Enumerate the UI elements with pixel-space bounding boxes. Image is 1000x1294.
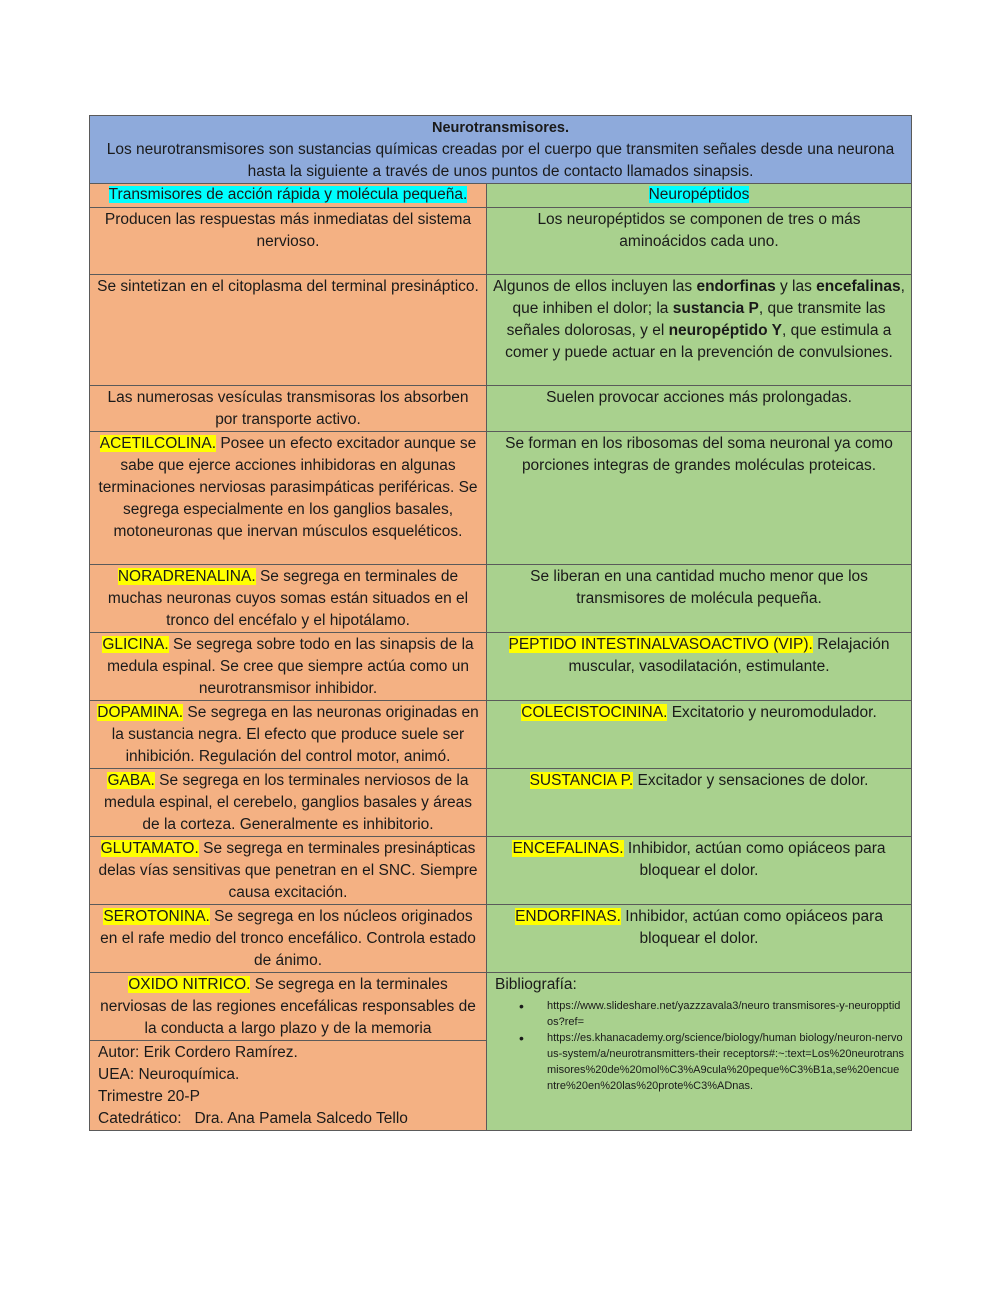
neurotransmitter-name: OXIDO NITRICO. — [128, 976, 251, 993]
author-name: Autor: Erik Cordero Ramírez. — [98, 1044, 298, 1061]
table-row-3-right: Se forman en los ribosomas del soma neuronal ya como porciones integras de grandes moléculas proteicas. — [487, 432, 912, 565]
term-neuropeptido-y: neuropéptido Y — [668, 322, 782, 339]
column-header-right — [487, 184, 912, 208]
table-row-9-left: SEROTONINA. Se segrega en los núcleos originados en el rafe medio del tronco encefálico. Controla estado de ánimo. — [90, 905, 487, 973]
bibliography-item: • https://www.slideshare.net/yazzzavala3/neuro transmisores-y-neuropptidos?ref= — [547, 998, 905, 1030]
neurotransmitter-name: SEROTONINA. — [103, 908, 210, 925]
term-encefalinas: encefalinas — [816, 278, 901, 295]
neurotransmitters-table — [89, 115, 912, 1131]
table-row-1-left: Se sintetizan en el citoplasma del terminal presináptico. — [90, 275, 487, 386]
column-header-left — [90, 184, 487, 208]
table-row-4-right: Se liberan en una cantidad mucho menor que los transmisores de molécula pequeña. — [487, 565, 912, 633]
neurotransmitter-name: GABA. — [107, 772, 155, 789]
column-header-left-label: Transmisores de acción rápida y molécula pequeña. — [108, 186, 468, 203]
table-row-3-left: ACETILCOLINA. Posee un efecto excitador aunque se sabe que ejerce acciones inhibidoras en algunas terminaciones nerviosas parasimpáticas periféricas. Se segrega especialmente en los ganglios basales, motoneuronas que inervan músculos esqueléticos. — [90, 432, 487, 565]
neurotransmitter-name: ACETILCOLINA. — [99, 435, 217, 452]
table-header — [90, 116, 912, 184]
neurotransmitter-name: GLICINA. — [102, 636, 169, 653]
author-cell — [90, 1041, 487, 1131]
table-row-5-left: GLICINA. Se segrega sobre todo en las sinapsis de la medula espinal. Se cree que siempre actúa como un neurotransmisor inhibidor. — [90, 633, 487, 701]
table-row-7-right: SUSTANCIA P. Excitador y sensaciones de dolor. — [487, 769, 912, 837]
neurotransmitter-name: DOPAMINA. — [97, 704, 184, 721]
table-row-0-right: Los neuropéptidos se componen de tres o más aminoácidos cada uno. — [487, 208, 912, 275]
neuropeptide-name: PEPTIDO INTESTINALVASOACTIVO (VIP). — [508, 636, 813, 653]
neuropeptide-name: ENDORFINAS. — [515, 908, 621, 925]
table-title: Neurotransmisores. — [432, 120, 569, 136]
bibliography-cell — [487, 973, 912, 1131]
neurotransmitter-name: GLUTAMATO. — [100, 840, 199, 857]
author-catedratico: Catedrático: Dra. Ana Pamela Salcedo Tello — [98, 1110, 408, 1127]
author-trimestre: Trimestre 20-P — [98, 1088, 200, 1105]
column-header-right-label: Neuropéptidos — [648, 186, 750, 203]
table-row-0-left: Producen las respuestas más inmediatas del sistema nervioso. — [90, 208, 487, 275]
table-row-4-left: NORADRENALINA. Se segrega en terminales de muchas neuronas cuyos somas están situados en el tronco del encéfalo y el hipotálamo. — [90, 565, 487, 633]
table-row-9-right: ENDORFINAS. Inhibidor, actúan como opiáceos para bloquear el dolor. — [487, 905, 912, 973]
table-row-1-right: Algunos de ellos incluyen las endorfinas y las encefalinas, que inhiben el dolor; la sustancia P, que transmite las señales dolorosas, y el neuropéptido Y, que estimula a comer y puede actuar en la prevención de convulsiones. — [487, 275, 912, 386]
bibliography-item: • https://es.khanacademy.org/science/biology/human biology/neuron-nervous-system/a/neurotransmitters-their receptors#:~:text=Los%20neurotransmisores%20de%20mol%C3%A9cula%20peque%C3%B1a,se%20encuentre%20en%20las%20prote%C3%ADnas. — [547, 1030, 905, 1094]
table-description: Los neurotransmisores son sustancias químicas creadas por el cuerpo que transmiten señales desde una neurona hasta la siguiente a través de unos puntos de contacto llamados sinapsis. — [106, 141, 895, 180]
table-row-6-right: COLECISTOCININA. Excitatorio y neuromodulador. — [487, 701, 912, 769]
table-row-8-right: ENCEFALINAS. Inhibidor, actúan como opiáceos para bloquear el dolor. — [487, 837, 912, 905]
bibliography-list — [495, 998, 905, 1094]
table-row-6-left: DOPAMINA. Se segrega en las neuronas originadas en la sustancia negra. El efecto que produce suele ser inhibición. Regulación del control motor, animó. — [90, 701, 487, 769]
neurotransmitter-name: NORADRENALINA. — [117, 568, 256, 585]
author-uea: UEA: Neuroquímica. — [98, 1066, 240, 1083]
table-row-8-left: GLUTAMATO. Se segrega en terminales presinápticas delas vías sensitivas que penetran en el SNC. Siempre causa excitación. — [90, 837, 487, 905]
neuropeptide-name: COLECISTOCININA. — [521, 704, 668, 721]
table-row-2-right: Suelen provocar acciones más prolongadas. — [487, 386, 912, 432]
table-row-2-left: Las numerosas vesículas transmisoras los absorben por transporte activo. — [90, 386, 487, 432]
neuropeptide-name: ENCEFALINAS. — [512, 840, 624, 857]
term-endorfinas: endorfinas — [696, 278, 776, 295]
neuropeptide-name: SUSTANCIA P. — [529, 772, 634, 789]
term-sustancia-p: sustancia P — [672, 300, 759, 317]
bibliography-heading: Bibliografía: — [495, 976, 577, 993]
table-row-7-left: GABA. Se segrega en los terminales nerviosos de la medula espinal, el cerebelo, ganglios basales y áreas de la corteza. Generalmente es inhibitorio. — [90, 769, 487, 837]
table-row-10-left: OXIDO NITRICO. Se segrega en la terminales nerviosas de las regiones encefálicas responsables de la conducta a largo plazo y de la memoria — [90, 973, 487, 1041]
table-row-5-right: PEPTIDO INTESTINALVASOACTIVO (VIP). Relajación muscular, vasodilatación, estimulante. — [487, 633, 912, 701]
